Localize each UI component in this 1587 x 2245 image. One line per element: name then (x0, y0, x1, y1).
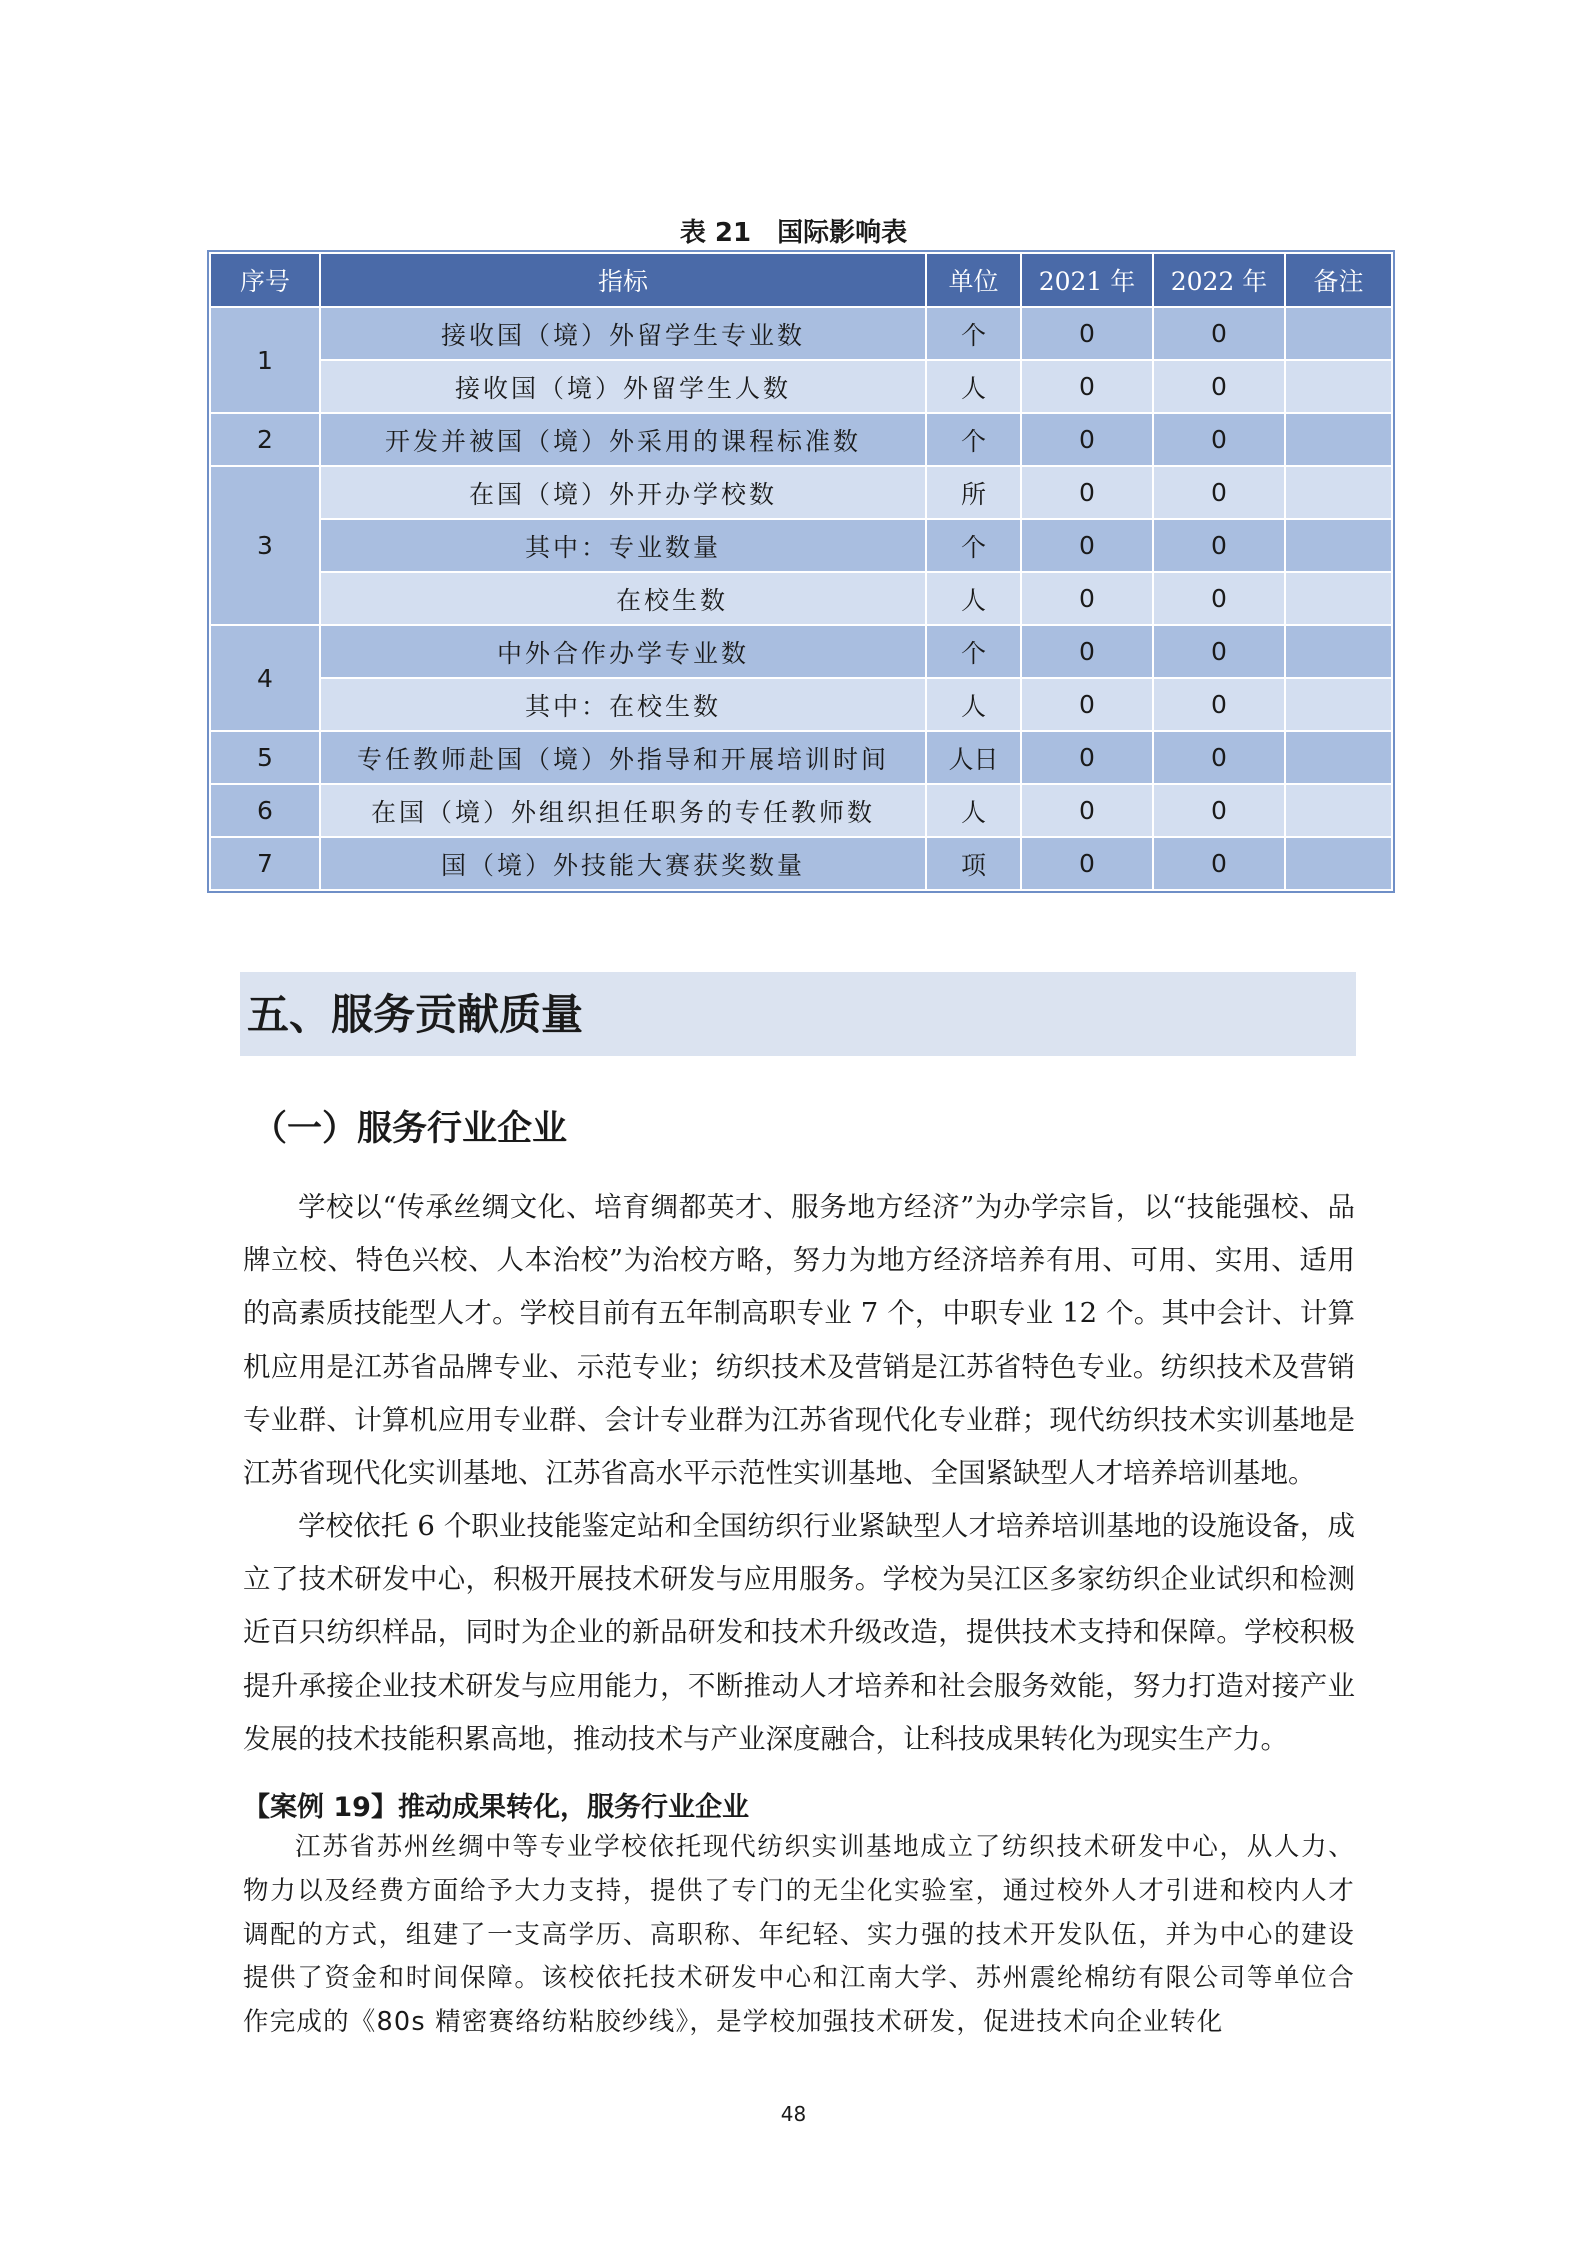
value-2022-cell: 0 (1153, 360, 1285, 413)
header-2021: 2021 年 (1021, 253, 1153, 307)
note-cell (1285, 678, 1392, 731)
value-2021-cell: 0 (1021, 678, 1153, 731)
table-row (210, 307, 1392, 360)
unit-cell: 个 (926, 307, 1021, 360)
note-cell (1285, 307, 1392, 360)
value-2021-cell: 0 (1021, 837, 1153, 890)
table-row (210, 572, 1392, 625)
case-body: 江苏省苏州丝绸中等专业学校依托现代纺织实训基地成立了纺织技术研发中心，从人力、物力以及经费方面给予大力支持，提供了专门的无尘化实验室，通过校外人才引进和校内人才调配的方式，组建了一支高学历、高职称、年纪轻、实力强的技术开发队伍，并为中心的建设提供了资金和时间保障。该校依托技术研发中心和江南大学、苏州震纶棉纺有限公司等单位合作完成的《80s 精密赛络纺粘胶纱线》，是学校加强技术研发，促进技术向企业转化 (243, 1832, 1355, 2038)
value-2022-cell: 0 (1153, 307, 1285, 360)
value-2021-cell: 0 (1021, 360, 1153, 413)
value-2021-cell: 0 (1021, 307, 1153, 360)
note-cell (1285, 625, 1392, 678)
seq-cell: 2 (210, 413, 320, 466)
note-cell (1285, 466, 1392, 519)
value-2022-cell: 0 (1153, 519, 1285, 572)
header-note: 备注 (1285, 253, 1392, 307)
indicator-cell: 在国（境）外开办学校数 (320, 466, 926, 519)
seq-cell: 3 (210, 466, 320, 625)
value-2022-cell: 0 (1153, 625, 1285, 678)
table-row (210, 360, 1392, 413)
case-title: 【案例 19】推动成果转化，服务行业企业 (243, 1792, 749, 1823)
table-row (210, 466, 1392, 519)
note-cell (1285, 784, 1392, 837)
indicator-cell: 在校生数 (320, 572, 926, 625)
note-cell (1285, 731, 1392, 784)
seq-cell: 1 (210, 307, 320, 413)
value-2021-cell: 0 (1021, 625, 1153, 678)
table-row (210, 678, 1392, 731)
value-2022-cell: 0 (1153, 731, 1285, 784)
unit-cell: 人 (926, 678, 1021, 731)
section-title: 五、服务贡献质量 (247, 990, 584, 1039)
unit-cell: 人 (926, 360, 1021, 413)
indicator-cell: 国（境）外技能大赛获奖数量 (320, 837, 926, 890)
seq-cell: 7 (210, 837, 320, 890)
international-influence-table (209, 252, 1393, 891)
note-cell (1285, 360, 1392, 413)
header-unit: 单位 (926, 253, 1021, 307)
indicator-cell: 在国（境）外组织担任职务的专任教师数 (320, 784, 926, 837)
table-row (210, 837, 1392, 890)
indicator-cell: 接收国（境）外留学生人数 (320, 360, 926, 413)
value-2021-cell: 0 (1021, 784, 1153, 837)
unit-cell: 个 (926, 519, 1021, 572)
indicator-cell: 接收国（境）外留学生专业数 (320, 307, 926, 360)
unit-cell: 人 (926, 572, 1021, 625)
body-paragraph: 学校依托 6 个职业技能鉴定站和全国纺织行业紧缺型人才培养培训基地的设施设备，成立了技术研发中心，积极开展技术研发与应用服务。学校为吴江区多家纺织企业试织和检测近百只纺织样品，同时为企业的新品研发和技术升级改造，提供技术支持和保障。学校积极提升承接企业技术研发与应用能力，不断推动人才培养和社会服务效能，努力打造对接产业发展的技术技能积累高地，推动技术与产业深度融合，让科技成果转化为现实生产力。 (243, 1510, 1355, 1755)
table-header-row (210, 253, 1392, 307)
page-number: 48 (780, 2102, 807, 2126)
header-seq: 序号 (210, 253, 320, 307)
table-caption: 表 21 国际影响表 (679, 218, 908, 248)
indicator-cell: 其中：专业数量 (320, 519, 926, 572)
unit-cell: 个 (926, 413, 1021, 466)
unit-cell: 个 (926, 625, 1021, 678)
seq-cell: 4 (210, 625, 320, 731)
unit-cell: 人日 (926, 731, 1021, 784)
value-2021-cell: 0 (1021, 731, 1153, 784)
indicator-cell: 专任教师赴国（境）外指导和开展培训时间 (320, 731, 926, 784)
unit-cell: 所 (926, 466, 1021, 519)
table-row (210, 784, 1392, 837)
unit-cell: 项 (926, 837, 1021, 890)
indicator-cell: 中外合作办学专业数 (320, 625, 926, 678)
subsection-title: （一）服务行业企业 (252, 1109, 568, 1149)
value-2021-cell: 0 (1021, 413, 1153, 466)
value-2022-cell: 0 (1153, 837, 1285, 890)
body-paragraph: 学校以“传承丝绸文化、培育绸都英才、服务地方经济”为办学宗旨，以“技能强校、品牌立校、特色兴校、人本治校”为治校方略，努力为地方经济培养有用、可用、实用、适用的高素质技能型人才。学校目前有五年制高职专业 7 个，中职专业 12 个。其中会计、计算机应用是江苏省品牌专业、示范专业；纺织技术及营销是江苏省特色专业。纺织技术及营销专业群、计算机应用专业群、会计专业群为江苏省现代化专业群；现代纺织技术实训基地是江苏省现代化实训基地、江苏省高水平示范性实训基地、全国紧缺型人才培养培训基地。 (243, 1191, 1355, 1490)
value-2022-cell: 0 (1153, 784, 1285, 837)
unit-cell: 人 (926, 784, 1021, 837)
value-2021-cell: 0 (1021, 466, 1153, 519)
note-cell (1285, 519, 1392, 572)
indicator-cell: 其中：在校生数 (320, 678, 926, 731)
value-2022-cell: 0 (1153, 678, 1285, 731)
table-row (210, 731, 1392, 784)
indicator-cell: 开发并被国（境）外采用的课程标准数 (320, 413, 926, 466)
header-2022: 2022 年 (1153, 253, 1285, 307)
value-2022-cell: 0 (1153, 413, 1285, 466)
seq-cell: 6 (210, 784, 320, 837)
value-2022-cell: 0 (1153, 466, 1285, 519)
seq-cell: 5 (210, 731, 320, 784)
note-cell (1285, 413, 1392, 466)
value-2021-cell: 0 (1021, 572, 1153, 625)
value-2021-cell: 0 (1021, 519, 1153, 572)
table-row (210, 519, 1392, 572)
note-cell (1285, 837, 1392, 890)
header-indicator: 指标 (320, 253, 926, 307)
value-2022-cell: 0 (1153, 572, 1285, 625)
table-row (210, 413, 1392, 466)
table-row (210, 625, 1392, 678)
note-cell (1285, 572, 1392, 625)
